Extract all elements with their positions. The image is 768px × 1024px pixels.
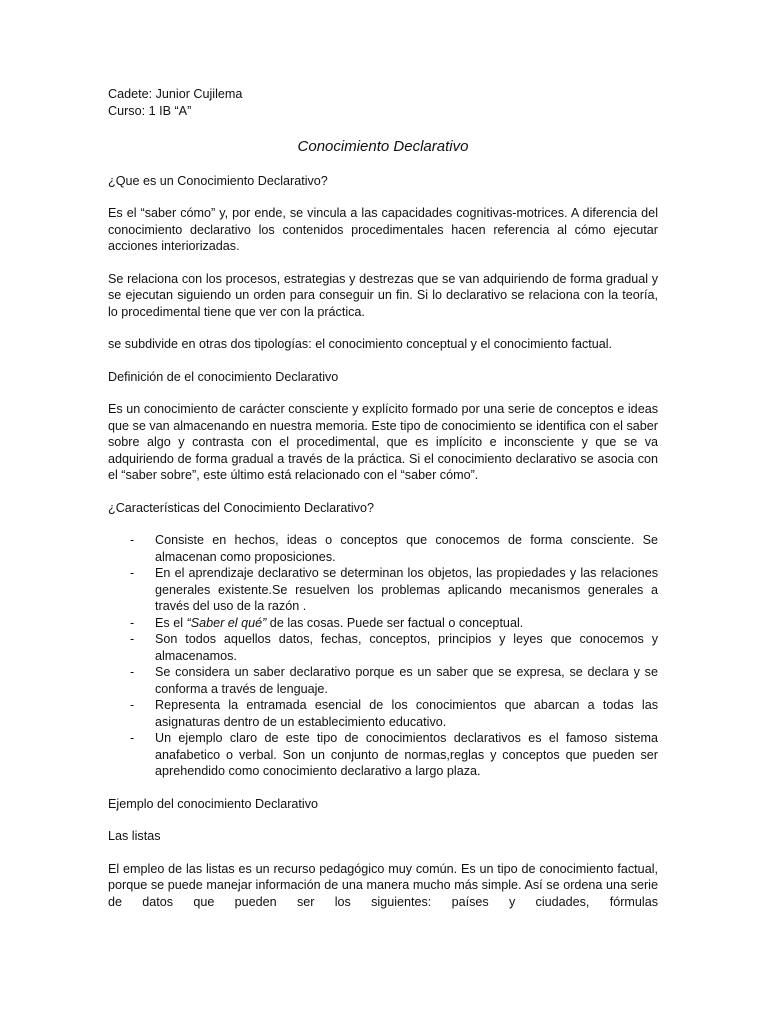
list-item-text: Consiste en hechos, ideas o conceptos que conocemos de forma consciente. Se almacenan como proposiciones. (155, 533, 658, 564)
list-item (108, 532, 658, 565)
bullet-dash: - (130, 615, 135, 630)
section-heading-ejemplo: Ejemplo del conocimiento Declarativo (108, 796, 318, 811)
section-heading-que-es: ¿Que es un Conocimiento Declarativo? (108, 173, 328, 188)
paragraph: se subdivide en otras dos tipologías: el conocimiento conceptual y el conocimiento factual. (108, 337, 613, 351)
list-item (108, 631, 658, 664)
list-item-suffix: de las cosas. Puede ser factual o conceptual. (266, 615, 524, 630)
section-heading-caracteristicas: ¿Características del Conocimiento Declarativo? (108, 500, 374, 515)
bullet-dash: - (130, 731, 135, 745)
list-item-prefix: Es el (155, 615, 187, 630)
subheading-las-listas: Las listas (108, 829, 161, 843)
bullet-dash: - (130, 566, 135, 580)
list-item-emphasis: “Saber el qué” (186, 615, 267, 630)
cadete-line: Cadete: Junior Cujilema (108, 87, 243, 101)
document-title: Conocimiento Declarativo (297, 138, 469, 155)
section-heading-definicion: Definición de el conocimiento Declarativo (108, 369, 339, 384)
list-item (108, 664, 658, 697)
paragraph: Es el “saber cómo” y, por ende, se vincula a las capacidades cognitivas-motrices. A diferencia del conocimiento declarativo los contenidos procedimentales hacen referencia al cómo ejecutar acciones interiorizadas. (108, 206, 658, 253)
characteristics-list (108, 532, 658, 780)
list-item-text: Son todos aquellos datos, fechas, conceptos, principios y leyes que conocemos y almacenamos. (155, 632, 658, 663)
curso-line: Curso: 1 IB “A” (108, 103, 192, 118)
list-item-text: En el aprendizaje declarativo se determinan los objetos, las propiedades y las relaciones generales existente.Se resuelven los problemas aplicando mecanismos generales a través del uso de la razón . (155, 566, 658, 613)
list-item (108, 697, 658, 730)
list-item-text: Se considera un saber declarativo porque es un saber que se expresa, se declara y se conforma a través de lenguaje. (155, 665, 658, 696)
bullet-dash: - (130, 665, 135, 679)
list-item (108, 565, 658, 615)
bullet-dash: - (130, 698, 135, 712)
bullet-dash: - (130, 632, 135, 646)
list-item-text: Representa la entramada esencial de los conocimientos que abarcan a todas las asignaturas dentro de un establecimiento educativo. (155, 698, 658, 729)
paragraph: El empleo de las listas es un recurso pedagógico muy común. Es un tipo de conocimiento factual, porque se puede manejar información de una manera mucho más simple. Así se ordena una serie de datos que pueden ser los siguientes: países y ciudades, fórmulas (108, 861, 658, 909)
list-item (108, 730, 658, 780)
list-item-text: Un ejemplo claro de este tipo de conocimientos declarativos es el famoso sistema anafabetico o verbal. Son un conjunto de normas,reglas y conceptos que pueden ser aprehendido como conocimiento declarativo a largo plaza. (155, 731, 658, 778)
paragraph: Se relaciona con los procesos, estrategias y destrezas que se van adquiriendo de forma gradual y se ejecutan siguiendo un orden para conseguir un fin. Si lo declarativo se relaciona con la teoría, lo procedimental tiene que ver con la práctica. (108, 271, 658, 319)
list-item (108, 615, 658, 632)
paragraph: Es un conocimiento de carácter consciente y explícito formado por una serie de conceptos e ideas que se van almacenando en nuestra memoria. Este tipo de conocimiento se identifica con el saber sobre algo y contrasta con el procedimental, que es implícito e inconsciente y que se va adquiriendo de forma gradual a través de la práctica. Si el conocimiento declarativo se asocia con el “saber sobre”, este último está relacionado con el “saber cómo”. (108, 402, 658, 482)
bullet-dash: - (130, 533, 135, 547)
